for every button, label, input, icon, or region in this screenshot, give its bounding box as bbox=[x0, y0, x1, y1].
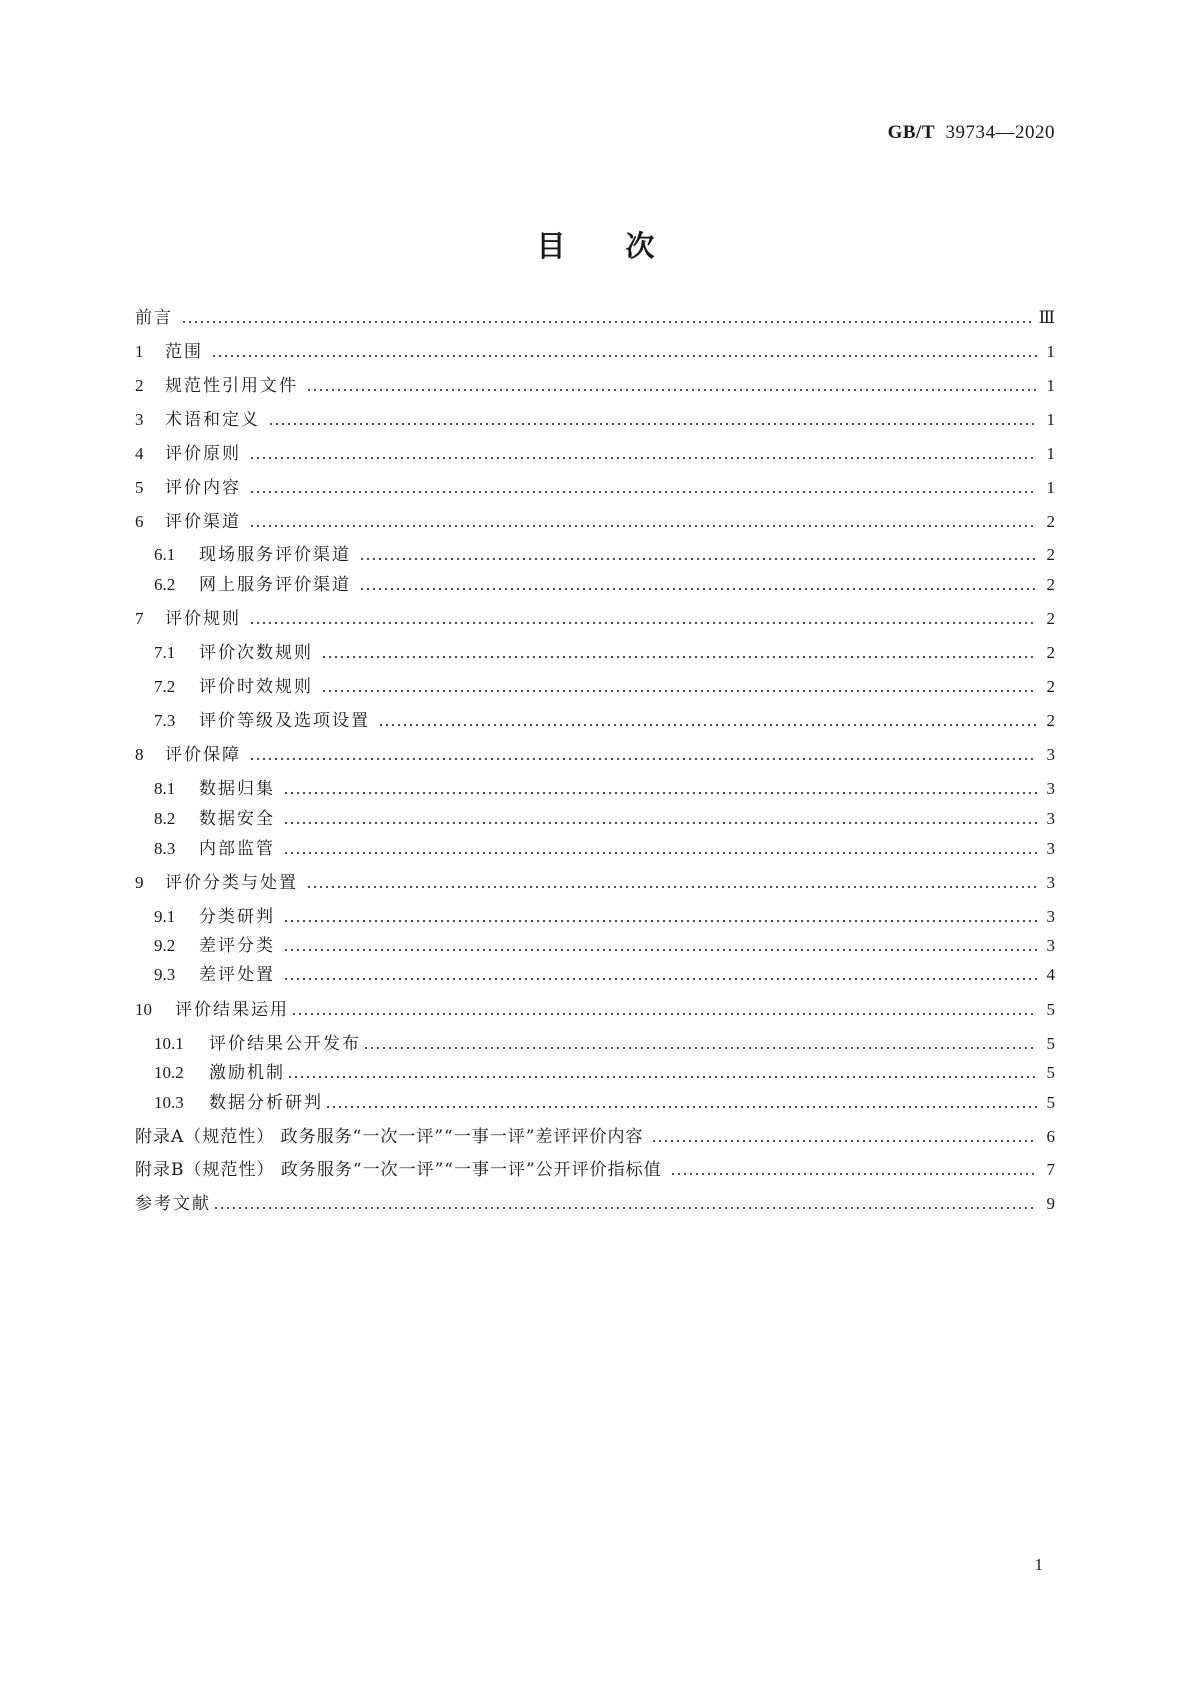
standard-code: GB/T bbox=[887, 122, 935, 143]
toc-entry-label: 评价保障 bbox=[165, 745, 241, 765]
toc-dot-leader bbox=[211, 355, 1037, 357]
toc-entry-number: 9.2 bbox=[154, 936, 176, 955]
toc-entry-label: 规范性引用文件 bbox=[165, 376, 298, 396]
toc-entry-page: 5 bbox=[1046, 1000, 1055, 1019]
toc-entry-page: 4 bbox=[1046, 965, 1055, 984]
toc-entry-number: 10.1 bbox=[154, 1034, 184, 1053]
toc-entry-label: 前言 bbox=[135, 308, 173, 328]
toc-entry-label: 评价分类与处置 bbox=[165, 873, 298, 893]
toc-dot-leader bbox=[283, 949, 1037, 951]
toc-entry-label: 评价渠道 bbox=[165, 512, 241, 532]
toc-entry-page: 3 bbox=[1046, 873, 1055, 892]
toc-entry-number: 6.2 bbox=[154, 575, 176, 594]
toc-dot-leader bbox=[325, 1106, 1037, 1108]
toc-entry-7[interactable] bbox=[135, 607, 1055, 631]
toc-entry-number: 10.2 bbox=[154, 1063, 184, 1082]
toc-entry-number: 8.2 bbox=[154, 809, 176, 828]
toc-dot-leader bbox=[287, 1076, 1037, 1078]
toc-dot-leader bbox=[283, 852, 1037, 854]
toc-entry-page: 3 bbox=[1046, 745, 1055, 764]
toc-entry-8[interactable] bbox=[135, 743, 1055, 767]
toc-entry-number: 10.3 bbox=[154, 1093, 184, 1112]
toc-entry-3[interactable] bbox=[135, 408, 1055, 432]
toc-entry-label: 现场服务评价渠道 bbox=[199, 545, 351, 565]
toc-entry-label: 附录B（规范性） 政务服务“一次一评”“一事一评”公开评价指标值 bbox=[135, 1160, 662, 1180]
toc-entry-page: 2 bbox=[1046, 512, 1055, 531]
toc-entry-label: 参考文献 bbox=[135, 1194, 211, 1214]
toc-entry-label: 评价结果运用 bbox=[175, 1000, 289, 1020]
toc-entry-label: 范围 bbox=[165, 342, 203, 362]
toc-entry-8-3[interactable] bbox=[154, 837, 1055, 861]
toc-entry-number: 8.1 bbox=[154, 779, 176, 798]
toc-entry-page: 1 bbox=[1046, 478, 1055, 497]
toc-dot-leader bbox=[283, 822, 1037, 824]
toc-entry-number: 1 bbox=[135, 342, 144, 361]
toc-entry-9[interactable] bbox=[135, 871, 1055, 895]
toc-entry-label: 评价规则 bbox=[165, 609, 241, 629]
toc-entry-page: 3 bbox=[1046, 779, 1055, 798]
toc-entry-6-1[interactable] bbox=[154, 543, 1055, 567]
toc-dot-leader bbox=[291, 1013, 1037, 1015]
toc-entry-number: 5 bbox=[135, 478, 144, 497]
toc-dot-leader bbox=[249, 622, 1037, 624]
toc-entry-8-2[interactable] bbox=[154, 807, 1055, 831]
toc-entry-bibliography[interactable] bbox=[135, 1192, 1055, 1216]
toc-entry-label: 评价次数规则 bbox=[199, 643, 313, 663]
toc-entry-10-2[interactable] bbox=[154, 1061, 1055, 1085]
toc-entry-label: 差评处置 bbox=[199, 965, 275, 985]
toc-entry-10[interactable] bbox=[135, 998, 1055, 1022]
toc-entry-page: 3 bbox=[1046, 839, 1055, 858]
toc-entry-4[interactable] bbox=[135, 442, 1055, 466]
toc-entry-page: 1 bbox=[1046, 410, 1055, 429]
toc-entry-label: 评价内容 bbox=[165, 478, 241, 498]
toc-entry-label: 术语和定义 bbox=[165, 410, 260, 430]
toc-entry-2[interactable] bbox=[135, 374, 1055, 398]
toc-dot-leader bbox=[249, 525, 1037, 527]
toc-entry-9-2[interactable] bbox=[154, 934, 1055, 958]
toc-entry-label: 差评分类 bbox=[199, 936, 275, 956]
toc-dot-leader bbox=[249, 758, 1037, 760]
page-number: 1 bbox=[1034, 1555, 1043, 1574]
toc-title: 目次 bbox=[536, 229, 715, 263]
toc-dot-leader bbox=[306, 886, 1037, 888]
toc-entry-label: 网上服务评价渠道 bbox=[199, 575, 351, 595]
toc-dot-leader bbox=[363, 1047, 1037, 1049]
toc-entry-6-2[interactable] bbox=[154, 573, 1055, 597]
toc-entry-page: 6 bbox=[1046, 1127, 1055, 1146]
toc-entry-number: 7.1 bbox=[154, 643, 176, 662]
toc-entry-6[interactable] bbox=[135, 510, 1055, 534]
toc-entry-1[interactable] bbox=[135, 340, 1055, 364]
toc-entry-page: 3 bbox=[1046, 809, 1055, 828]
toc-entry-number: 2 bbox=[135, 376, 144, 395]
toc-entry-label: 数据安全 bbox=[199, 809, 275, 829]
toc-entry-page: 1 bbox=[1046, 342, 1055, 361]
toc-dot-leader bbox=[670, 1173, 1037, 1175]
toc-entry-page: 5 bbox=[1046, 1093, 1055, 1112]
toc-dot-leader bbox=[213, 1207, 1037, 1209]
toc-entry-number: 9.3 bbox=[154, 965, 176, 984]
toc-entry-page: 5 bbox=[1046, 1063, 1055, 1082]
toc-entry-label: 评价原则 bbox=[165, 444, 241, 464]
toc-entry-page: 1 bbox=[1046, 376, 1055, 395]
toc-dot-leader bbox=[283, 920, 1037, 922]
toc-entry-number: 4 bbox=[135, 444, 144, 463]
toc-entry-label: 附录A（规范性） 政务服务“一次一评”“一事一评”差评评价内容 bbox=[135, 1127, 644, 1147]
toc-entry-page: 3 bbox=[1046, 936, 1055, 955]
toc-entry-10-1[interactable] bbox=[154, 1032, 1055, 1056]
toc-entry-number: 8 bbox=[135, 745, 144, 764]
toc-entry-number: 8.3 bbox=[154, 839, 176, 858]
toc-entry-page: 2 bbox=[1046, 575, 1055, 594]
toc-entry-annex-a[interactable] bbox=[135, 1125, 1055, 1149]
toc-entry-number: 9 bbox=[135, 873, 144, 892]
toc-entry-7-1[interactable] bbox=[154, 641, 1055, 665]
toc-entry-page: Ⅲ bbox=[1038, 308, 1055, 327]
toc-entry-7-2[interactable] bbox=[154, 675, 1055, 699]
toc-entry-label: 激励机制 bbox=[209, 1063, 285, 1083]
toc-entry-number: 6.1 bbox=[154, 545, 176, 564]
standard-year-number: 39734—2020 bbox=[945, 122, 1055, 143]
toc-entry-9-1[interactable] bbox=[154, 905, 1055, 929]
toc-dot-leader bbox=[359, 558, 1037, 560]
toc-entry-label: 分类研判 bbox=[199, 907, 275, 927]
toc-entry-number: 6 bbox=[135, 512, 144, 531]
toc-dot-leader bbox=[321, 656, 1037, 658]
toc-entry-annex-b[interactable] bbox=[135, 1158, 1055, 1182]
toc-dot-leader bbox=[283, 792, 1037, 794]
toc-entry-number: 7.2 bbox=[154, 677, 176, 696]
toc-entry-number: 3 bbox=[135, 410, 144, 429]
toc-dot-leader bbox=[249, 457, 1037, 459]
toc-entry-label: 数据归集 bbox=[199, 779, 275, 799]
toc-dot-leader bbox=[268, 423, 1037, 425]
toc-entry-8-1[interactable] bbox=[154, 777, 1055, 801]
toc-entry-number: 7 bbox=[135, 609, 144, 628]
toc-entry-7-3[interactable] bbox=[154, 709, 1055, 733]
toc-dot-leader bbox=[249, 491, 1037, 493]
toc-entry-page: 5 bbox=[1046, 1034, 1055, 1053]
toc-dot-leader bbox=[321, 690, 1037, 692]
toc-entry-9-3[interactable] bbox=[154, 963, 1055, 987]
toc-entry-5[interactable] bbox=[135, 476, 1055, 500]
toc-entry-foreword[interactable] bbox=[135, 306, 1055, 330]
toc-entry-number: 7.3 bbox=[154, 711, 176, 730]
toc-entry-number: 10 bbox=[135, 1000, 152, 1019]
toc-entry-page: 2 bbox=[1046, 677, 1055, 696]
toc-entry-page: 2 bbox=[1046, 643, 1055, 662]
toc-dot-leader bbox=[181, 321, 1031, 323]
toc-entry-page: 2 bbox=[1046, 609, 1055, 628]
toc-entry-page: 3 bbox=[1046, 907, 1055, 926]
toc-entry-number: 9.1 bbox=[154, 907, 176, 926]
toc-entry-page: 7 bbox=[1046, 1160, 1055, 1179]
toc-entry-label: 数据分析研判 bbox=[209, 1093, 323, 1113]
toc-entry-label: 评价时效规则 bbox=[199, 677, 313, 697]
toc-dot-leader bbox=[378, 724, 1037, 726]
toc-dot-leader bbox=[306, 389, 1037, 391]
toc-entry-page: 2 bbox=[1046, 711, 1055, 730]
toc-dot-leader bbox=[359, 588, 1037, 590]
toc-entry-page: 2 bbox=[1046, 545, 1055, 564]
toc-entry-10-3[interactable] bbox=[154, 1091, 1055, 1115]
toc-entry-page: 9 bbox=[1046, 1194, 1055, 1213]
toc-dot-leader bbox=[651, 1140, 1037, 1142]
toc-entry-label: 内部监管 bbox=[199, 839, 275, 859]
toc-entry-label: 评价结果公开发布 bbox=[209, 1034, 361, 1054]
toc-dot-leader bbox=[283, 978, 1037, 980]
toc-entry-page: 1 bbox=[1046, 444, 1055, 463]
toc-entry-label: 评价等级及选项设置 bbox=[199, 711, 370, 731]
